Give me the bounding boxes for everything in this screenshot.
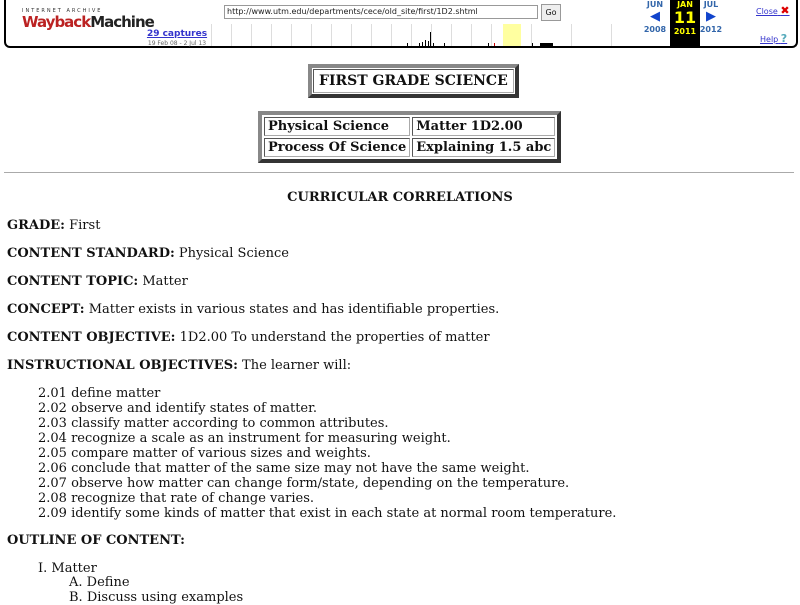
field-content-standard — [7, 246, 289, 261]
list-item: 2.09 identify some kinds of matter that exist in each state at normal room temperature. — [38, 506, 617, 521]
list-item: 2.03 classify matter according to common attributes. — [38, 416, 389, 431]
field-value: 1D2.00 To understand the properties of matter — [179, 330, 490, 345]
field-label: CONTENT OBJECTIVE: — [7, 330, 176, 345]
field-value: Matter — [142, 274, 188, 289]
table-row — [264, 117, 555, 136]
next-arrow-icon[interactable]: ▶ — [706, 9, 716, 24]
list-item: 2.04 recognize a scale as an instrument for measuring weight. — [38, 431, 451, 446]
help-icon[interactable]: ? — [780, 32, 788, 45]
capture-range: 19 Feb 08 - 2 Jul 13 — [147, 40, 207, 47]
outline-item: B. Discuss using examples — [69, 590, 244, 605]
field-concept — [7, 302, 499, 317]
cur-day: 11 — [673, 8, 697, 27]
table-cell: Explaining 1.5 abc — [412, 138, 555, 157]
next-month-label: JUL — [703, 0, 719, 9]
close-button[interactable] — [756, 4, 790, 17]
logo-top-text: INTERNET ARCHIVE — [22, 8, 103, 14]
field-label: INSTRUCTIONAL OBJECTIVES: — [7, 358, 238, 373]
next-month[interactable] — [696, 0, 726, 34]
logo-a: Wayback — [22, 13, 91, 31]
field-value: Matter exists in various states and has identifiable properties. — [88, 302, 500, 317]
page-title-box — [308, 64, 519, 98]
capture-sparkline[interactable] — [211, 24, 641, 46]
wayback-toolbar — [4, 0, 798, 48]
close-label: Close — [756, 7, 778, 16]
field-label: CONTENT TOPIC: — [7, 274, 139, 289]
help-label: Help — [760, 35, 779, 44]
url-input[interactable]: http://www.utm.edu/departments/cece/old_site/first/1D2.shtml — [224, 5, 538, 19]
go-button[interactable]: Go — [541, 4, 561, 21]
captures-link[interactable]: 29 captures — [146, 29, 208, 39]
outline-heading: OUTLINE OF CONTENT: — [7, 533, 185, 548]
close-icon[interactable]: ✖ — [780, 4, 790, 17]
field-content-topic — [7, 274, 188, 289]
field-label: CONCEPT: — [7, 302, 85, 317]
info-table — [258, 111, 561, 163]
list-item: 2.08 recognize that rate of change varies. — [38, 491, 314, 506]
list-item: 2.01 define matter — [38, 386, 161, 401]
outline-item: I. Matter — [38, 561, 97, 576]
table-cell: Process Of Science — [264, 138, 410, 157]
list-item: 2.02 observe and identify states of matter. — [38, 401, 318, 416]
field-grade — [7, 218, 100, 233]
list-item: 2.07 observe how matter can change form/state, depending on the temperature. — [38, 476, 570, 491]
divider — [4, 172, 794, 173]
wayback-logo[interactable] — [22, 8, 154, 31]
field-value: The learner will: — [242, 358, 352, 373]
field-value: First — [69, 218, 101, 233]
table-row — [264, 138, 555, 157]
list-item: 2.05 compare matter of various sizes and weights. — [38, 446, 371, 461]
prev-arrow-icon[interactable]: ◀ — [650, 9, 660, 24]
field-content-objective — [7, 330, 490, 345]
field-instructional-objectives — [7, 358, 351, 373]
field-label: CONTENT STANDARD: — [7, 246, 175, 261]
next-year[interactable]: 2012 — [699, 25, 723, 34]
prev-year[interactable]: 2008 — [643, 25, 667, 34]
list-item: 2.06 conclude that matter of the same size may not have the same weight. — [38, 461, 530, 476]
cur-year: 2011 — [673, 27, 697, 36]
prev-month-label: JUN — [646, 0, 664, 9]
field-value: Physical Science — [178, 246, 289, 261]
logo-b: Machine — [90, 13, 154, 31]
table-cell: Physical Science — [264, 117, 410, 136]
help-button[interactable] — [760, 32, 787, 45]
prev-month[interactable] — [640, 0, 670, 34]
outline-item: A. Define — [69, 575, 130, 590]
page-title: FIRST GRADE SCIENCE — [313, 69, 514, 93]
cur-month: JAN — [677, 0, 693, 9]
field-label: GRADE: — [7, 218, 65, 233]
section-heading: CURRICULAR CORRELATIONS — [287, 190, 513, 205]
table-cell: Matter 1D2.00 — [412, 117, 555, 136]
